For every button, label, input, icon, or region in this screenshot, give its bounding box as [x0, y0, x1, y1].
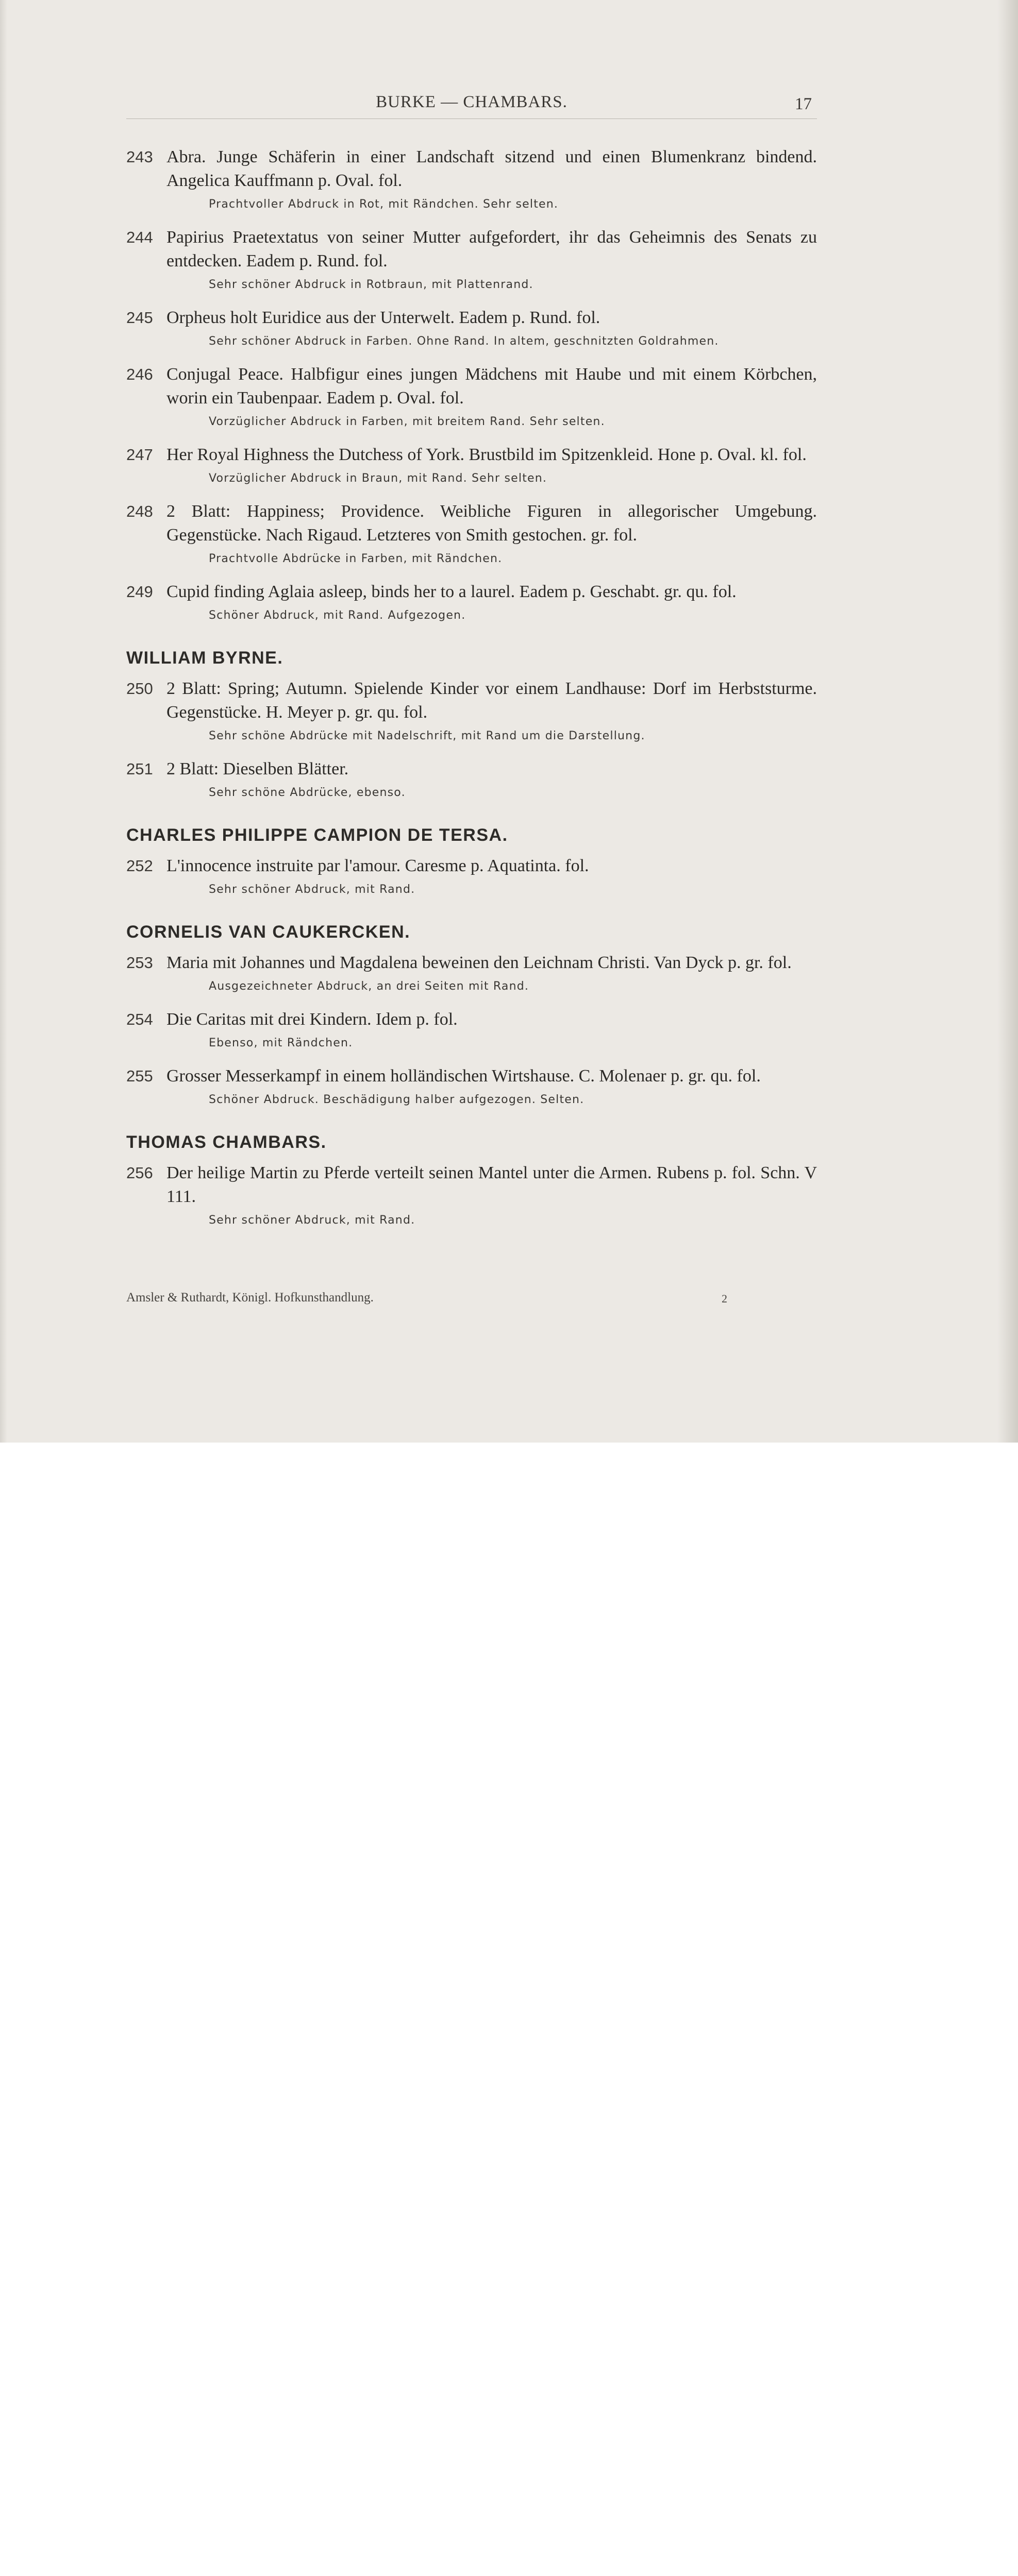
entry-line: [126, 677, 817, 724]
lot-number: 252: [126, 857, 153, 875]
artist-heading: CHARLES PHILIPPE CAMPION DE TERSA.: [126, 825, 508, 845]
condition-note: Schöner Abdruck, mit Rand. Aufgezogen.: [209, 609, 466, 622]
entry-line: [126, 306, 817, 330]
running-header: [126, 93, 817, 119]
catalogue-entry: [126, 1008, 817, 1053]
catalogue-entry: [126, 226, 817, 295]
lot-number: 244: [126, 228, 153, 246]
lot-number: 249: [126, 583, 153, 601]
entry-line: [126, 1008, 817, 1031]
entry-description: Orpheus holt Euridice aus der Unterwelt. Eadem p. Rund. fol.: [166, 308, 600, 327]
artist-heading: THOMAS CHAMBARS.: [126, 1132, 327, 1152]
catalogue-entry: [126, 145, 817, 214]
condition-note: Ebenso, mit Rändchen.: [209, 1037, 353, 1049]
entry-line: [126, 757, 817, 781]
entry-line: [126, 951, 817, 975]
catalogue-entry: [126, 757, 817, 803]
page-number: 17: [795, 95, 812, 113]
catalogue-entry: [126, 1161, 817, 1230]
digitization-banner: [0, 1443, 1018, 1530]
entry-line: [126, 1161, 817, 1209]
entry-description: L'innocence instruite par l'amour. Caresme p. Aquatinta. fol.: [166, 856, 589, 875]
lot-number: 256: [126, 1164, 153, 1182]
condition-note: Sehr schöne Abdrücke mit Nadelschrift, mit Rand um die Darstellung.: [209, 730, 645, 742]
entry-line: [126, 443, 817, 467]
condition-note: Sehr schöner Abdruck in Farben. Ohne Rand. In altem, geschnitzten Goldrahmen.: [209, 335, 719, 348]
entry-description: Grosser Messerkampf in einem holländischen Wirtshause. C. Molenaer p. gr. qu. fol.: [166, 1066, 761, 1086]
condition-note: Ausgezeichneter Abdruck, an drei Seiten mit Rand.: [209, 980, 529, 993]
catalogue-entry: [126, 443, 817, 488]
condition-note: Vorzüglicher Abdruck in Farben, mit breitem Rand. Sehr selten.: [209, 415, 605, 428]
condition-note: Sehr schöner Abdruck, mit Rand.: [209, 1214, 415, 1227]
catalogue-content: [126, 145, 817, 1242]
artist-heading: CORNELIS VAN CAUKERCKEN.: [126, 922, 411, 942]
entry-description: 2 Blatt: Spring; Autumn. Spielende Kinder vor einem Landhause: Dorf im Herbststurme. Gegenstücke. H. Meyer p. gr. qu. fol.: [166, 679, 817, 722]
entry-line: [126, 854, 817, 878]
lot-number: 251: [126, 760, 153, 778]
publisher-footer: Amsler & Ruthardt, Königl. Hofkunsthandlung.: [126, 1291, 374, 1304]
catalogue-entry: [126, 854, 817, 900]
catalogue-entry: [126, 1064, 817, 1110]
condition-note: Sehr schöner Abdruck in Rotbraun, mit Plattenrand.: [209, 278, 533, 291]
catalogue-entry: [126, 500, 817, 569]
entry-line: [126, 363, 817, 410]
catalogue-entry: [126, 580, 817, 625]
entry-description: Her Royal Highness the Dutchess of York. Brustbild im Spitzenkleid. Hone p. Oval. kl. fol.: [166, 445, 807, 464]
lot-number: 245: [126, 309, 153, 327]
condition-note: Sehr schöne Abdrücke, ebenso.: [209, 786, 406, 799]
entry-description: Papirius Praetextatus von seiner Mutter aufgefordert, ihr das Geheimnis des Senats zu entdecken. Eadem p. Rund. fol.: [166, 228, 817, 270]
condition-note: Sehr schöner Abdruck, mit Rand.: [209, 883, 415, 896]
running-title: BURKE — CHAMBARS.: [376, 93, 568, 111]
signature-mark: 2: [722, 1292, 727, 1305]
lot-number: 246: [126, 365, 153, 383]
lot-number: 254: [126, 1010, 153, 1028]
condition-note: Schöner Abdruck. Beschädigung halber aufgezogen. Selten.: [209, 1093, 585, 1106]
entry-description: Der heilige Martin zu Pferde verteilt seinen Mantel unter die Armen. Rubens p. fol. Schn. V 111.: [166, 1163, 817, 1206]
page-edge-shadow-left: [0, 0, 7, 1443]
entry-description: Abra. Junge Schäferin in einer Landschaft sitzend und einen Blumenkranz bindend. Angelica Kauffmann p. Oval. fol.: [166, 147, 817, 190]
entry-line: [126, 1064, 817, 1088]
entry-description: Conjugal Peace. Halbfigur eines jungen Mädchens mit Haube und mit einem Körbchen, worin ein Taubenpaar. Eadem p. Oval. fol.: [166, 365, 817, 408]
catalogue-entry: [126, 363, 817, 432]
condition-note: Vorzüglicher Abdruck in Braun, mit Rand. Sehr selten.: [209, 472, 547, 485]
condition-note: Prachtvolle Abdrücke in Farben, mit Rändchen.: [209, 552, 503, 565]
entry-description: 2 Blatt: Happiness; Providence. Weibliche Figuren in allegorischer Umgebung. Gegenstücke. Nach Rigaud. Letzteres von Smith gestochen. gr. fol.: [166, 502, 817, 545]
lot-number: 255: [126, 1067, 153, 1085]
condition-note: Prachtvoller Abdruck in Rot, mit Rändchen. Sehr selten.: [209, 198, 559, 211]
lot-number: 250: [126, 680, 153, 698]
entry-line: [126, 580, 817, 604]
entry-description: Die Caritas mit drei Kindern. Idem p. fol.: [166, 1010, 458, 1029]
entry-description: 2 Blatt: Dieselben Blätter.: [166, 759, 349, 778]
catalogue-entry: [126, 677, 817, 746]
artist-heading: WILLIAM BYRNE.: [126, 648, 283, 668]
entry-line: [126, 226, 817, 273]
catalogue-entry: [126, 951, 817, 996]
entry-line: [126, 500, 817, 547]
lot-number: 243: [126, 148, 153, 166]
catalogue-entry: [126, 306, 817, 351]
entry-description: Maria mit Johannes und Magdalena beweinen den Leichnam Christi. Van Dyck p. gr. fol.: [166, 953, 792, 972]
entry-line: [126, 145, 817, 193]
entry-description: Cupid finding Aglaia asleep, binds her to a laurel. Eadem p. Geschabt. gr. qu. fol.: [166, 582, 737, 601]
lot-number: 247: [126, 446, 153, 464]
page-edge-shadow-right: [997, 0, 1018, 1443]
lot-number: 248: [126, 502, 153, 520]
lot-number: 253: [126, 954, 153, 972]
